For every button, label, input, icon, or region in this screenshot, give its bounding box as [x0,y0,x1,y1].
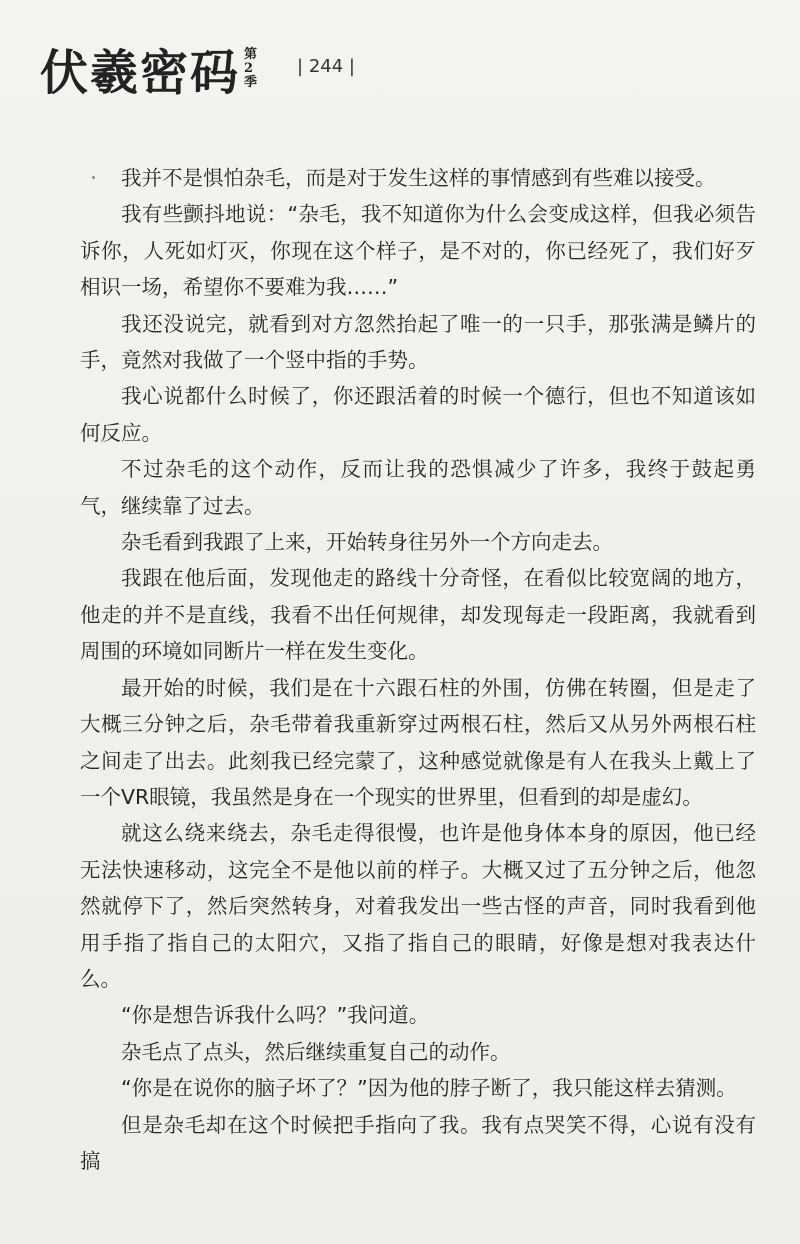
season-label [244,48,257,90]
paragraph: 我跟在他后面，发现他走的路线十分奇怪，在看似比较宽阔的地方，他走的并不是直线，我看不出任何规律，却发现每走一段距离，我就看到周围的环境如同断片一样在发生变化。 [80,566,756,664]
paragraph: 但是杂毛却在这个时候把手指向了我。我有点哭笑不得，心说有没有搞 [80,1112,756,1173]
paragraph: 我有些颤抖地说：“杂毛，我不知道你为什么会变成这样，但我必须告诉你，人死如灯灭，你现在这个样子，是不对的，你已经死了，我们好歹相识一场，希望你不要难为我……” [80,202,756,300]
body-text [80,160,756,1179]
season-char: 第 [244,47,258,62]
paragraph: 我并不是惧怕杂毛，而是对于发生这样的事情感到有些难以接受。 [121,166,716,190]
running-header [40,38,355,108]
paragraph: 我心说都什么时候了，你还跟活着的时候一个德行，但也不知道该如何反应。 [80,384,756,445]
paragraph: 最开始的时候，我们是在十六跟石柱的外围，仿佛在转圈，但是走了大概三分钟之后，杂毛带着我重新穿过两根石柱，然后又从另外两根石柱之间走了出去。此刻我已经完蒙了，这种感觉就像是有人在我头上戴上了一个VR眼镜，我虽然是身在一个现实的世界里，但看到的却是虚幻。 [80,675,756,809]
season-char: 季 [244,75,258,90]
paragraph: 不过杂毛的这个动作，反而让我的恐惧减少了许多，我终于鼓起勇气，继续靠了过去。 [80,457,756,518]
paragraph: 我还没说完，就看到对方忽然抬起了唯一的一只手，那张满是鳞片的手，竟然对我做了一个竖中指的手势。 [80,311,756,373]
paragraph: “你是在说你的脑子坏了？”因为他的脖子断了，我只能这样去猜测。 [121,1076,737,1101]
paragraph: “你是想告诉我什么吗？”我问道。 [121,1003,430,1028]
paragraph: 杂毛看到我跟了上来，开始转身往另外一个方向走去。 [121,530,613,555]
page-number: | 244 | [297,55,355,77]
season-char: 2 [244,61,254,76]
paragraph: 杂毛点了点头，然后继续重复自己的动作。 [121,1039,511,1064]
book-title: 伏羲密码 [40,45,241,101]
paragraph: 就这么绕来绕去，杂毛走得很慢，也许是他身体本身的原因，他已经无法快速移动，这完全不是他以前的样子。大概又过了五分钟之后，他忽然就停下了，然后突然转身，对着我发出一些古怪的声音，同时我看到他用手指了指自己的太阳穴，又指了指自己的眼睛，好像是想对我表达什么。 [80,821,756,991]
